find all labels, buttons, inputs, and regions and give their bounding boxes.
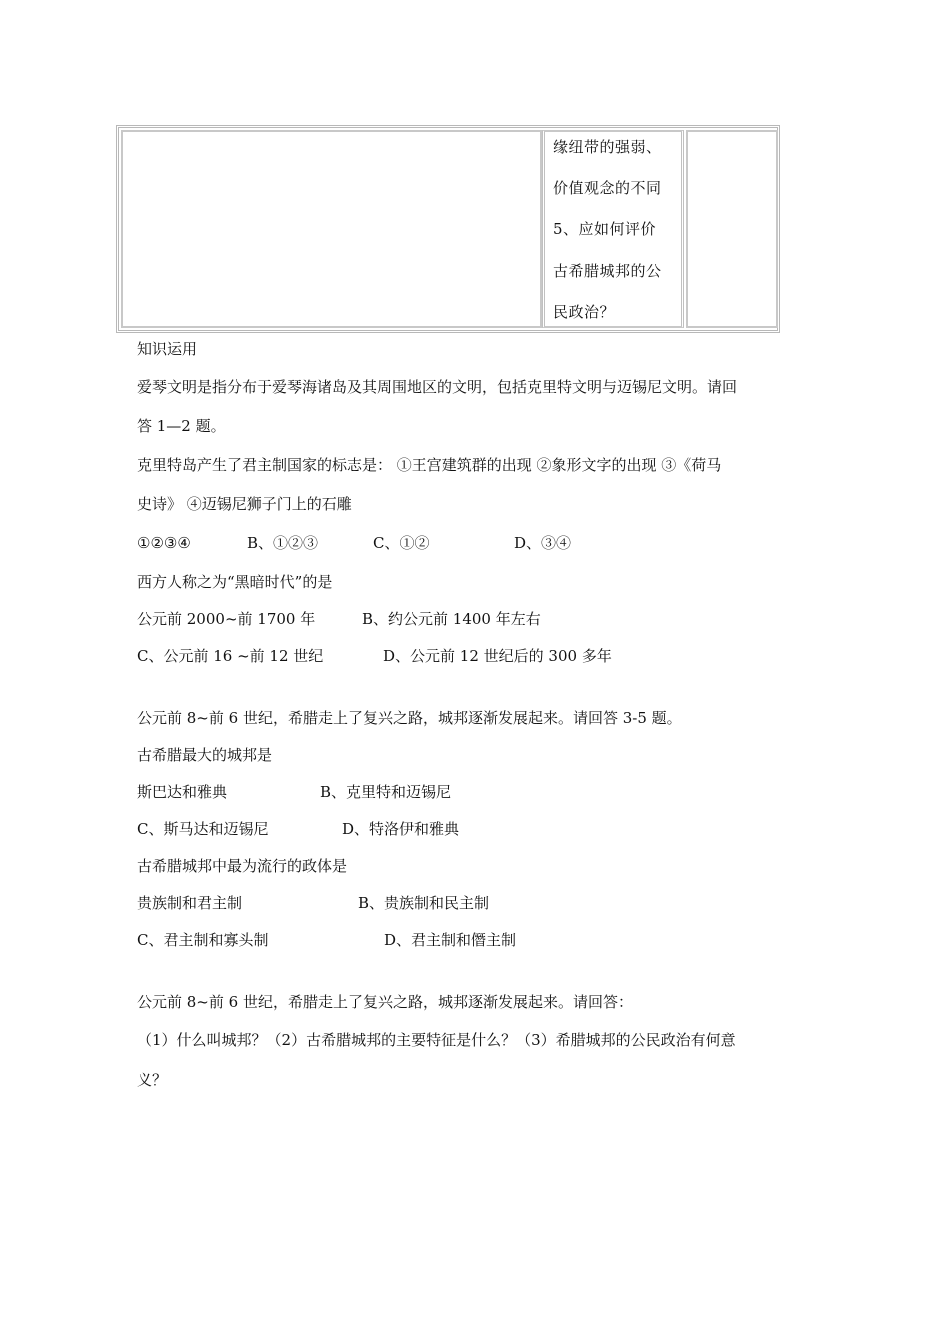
question-1-option-c: C、①② [373,534,430,552]
question-1-option-a: ①②③④ [137,534,191,552]
intro-paragraph: 公元前 8~前 6 世纪，希腊走上了复兴之路，城邦逐渐发展起来。请回答： [137,993,633,1011]
question-4-option-a: 贵族制和君主制 [137,894,243,912]
table-cell-line: 古希腊城邦的公 [553,262,662,280]
question-5-stem: （1）什么叫城邦？（2）古希腊城邦的主要特征是什么？（3）希腊城邦的公民政治有何意 [137,1031,736,1049]
intro-paragraph-line: 爱琴文明是指分布于爱琴海诸岛及其周围地区的文明，包括克里特文明与迈锡尼文明。请回 [137,378,738,396]
question-2-option-d: D、公元前 12 世纪后的 300 多年 [383,647,612,665]
intro-paragraph-line: 答 1—2 题。 [137,417,226,435]
table-cell-line: 民政治？ [553,303,616,321]
question-3-option-a: 斯巴达和雅典 [137,783,228,801]
question-4-stem: 古希腊城邦中最为流行的政体是 [137,857,348,875]
table-cell-middle [542,130,684,328]
question-2-stem: 西方人称之为“黑暗时代”的是 [137,573,333,591]
question-2-option-a: 公元前 2000~前 1700 年 [137,610,316,628]
question-5-stem: 义？ [137,1071,168,1089]
question-2-option-c: C、公元前 16 ~前 12 世纪 [137,647,324,665]
table-cell-line: 缘纽带的强弱、 [553,138,662,156]
question-4-option-b: B、贵族制和民主制 [358,894,490,912]
question-4-option-c: C、君主制和寡头制 [137,931,269,949]
question-3-option-d: D、特洛伊和雅典 [342,820,460,838]
question-1-stem: 克里特岛产生了君主制国家的标志是： ①王宫建筑群的出现 ②象形文字的出现 ③《荷马 [137,456,722,474]
top-table [116,125,780,333]
question-4-option-d: D、君主制和僭主制 [384,931,517,949]
question-3-stem: 古希腊最大的城邦是 [137,746,273,764]
question-1-option-b: B、①②③ [247,534,319,552]
question-1-option-d: D、③④ [514,534,572,552]
table-cell-line: 价值观念的不同 [553,179,662,197]
question-3-option-c: C、斯马达和迈锡尼 [137,820,269,838]
question-1-stem: 史诗》 ④迈锡尼狮子门上的石雕 [137,495,352,513]
table-cell-left [121,130,542,328]
question-2-option-b: B、约公元前 1400 年左右 [362,610,541,628]
question-3-option-b: B、克里特和迈锡尼 [320,783,452,801]
intro-paragraph: 公元前 8~前 6 世纪，希腊走上了复兴之路，城邦逐渐发展起来。请回答 3-5 题。 [137,709,682,727]
table-cell-right [686,130,778,328]
section-title: 知识运用 [137,340,198,358]
table-cell-line: 5、应如何评价 [553,220,657,238]
